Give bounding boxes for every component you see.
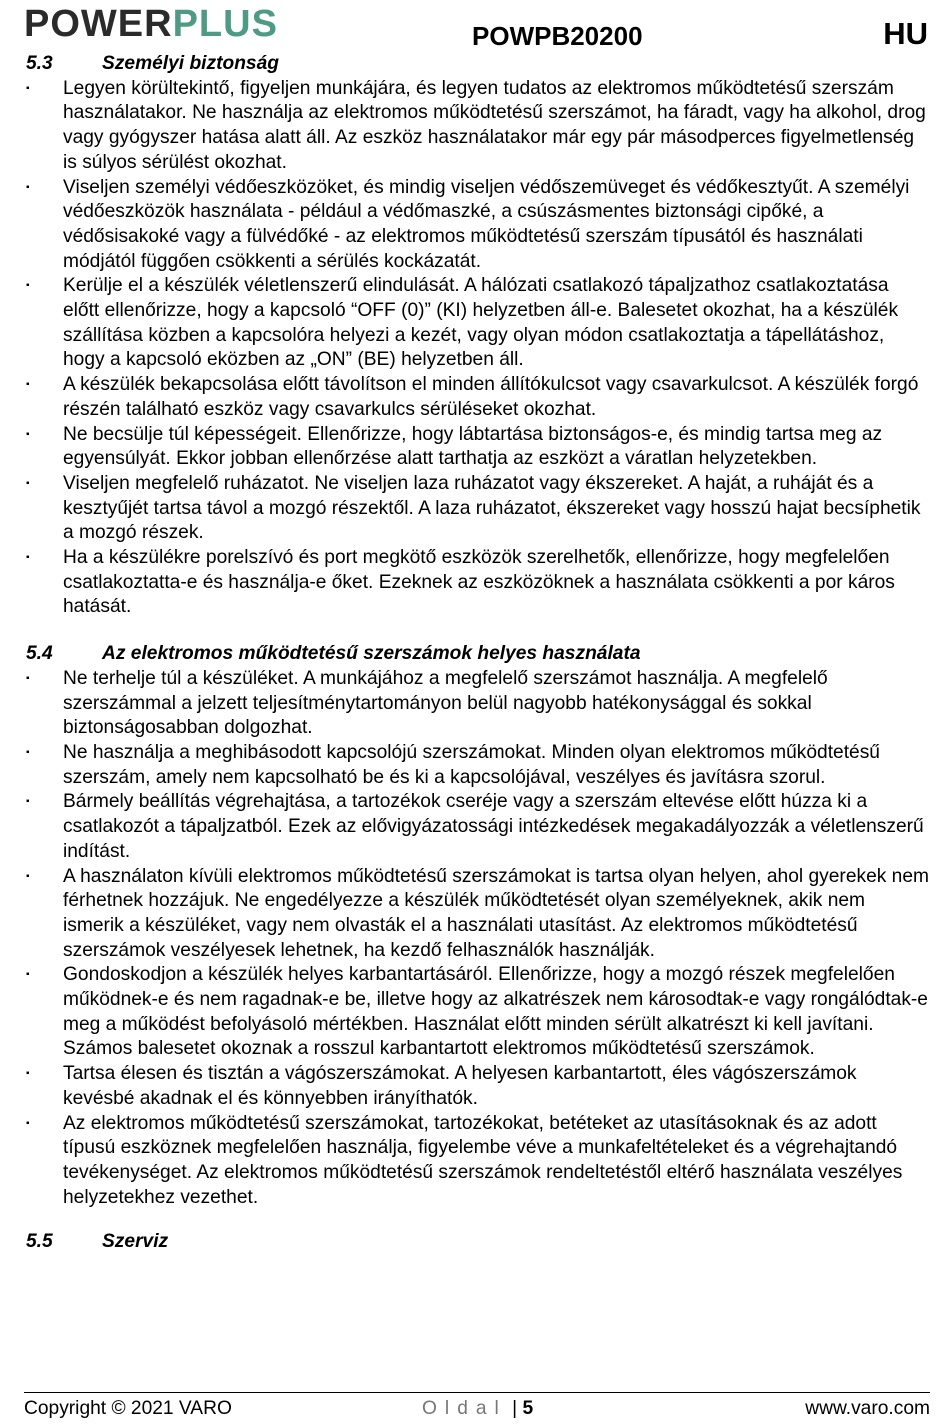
list-item bbox=[26, 741, 930, 790]
section-title: Az elektromos működtetésű szerszámok helyes használata bbox=[102, 643, 641, 665]
list-item-text: Az elektromos működtetésű szerszámokat, tartozékokat, betéteket az utasításoknak és az adott típusú eszköznek megfelelően használja, figyelembe véve a munkafeltételeket és a végrehajtandó tevékenységet. Az elektromos működtetésű szerszámok rendeltetéstől eltérő használata veszélyes helyzetekhez vezethet. bbox=[63, 1112, 903, 1208]
list-item bbox=[26, 373, 930, 422]
powerplus-logo bbox=[24, 2, 278, 46]
bullet-icon: ▪ bbox=[26, 280, 30, 292]
list-item bbox=[26, 963, 930, 1062]
list-item bbox=[26, 176, 930, 275]
list-item bbox=[26, 1062, 930, 1111]
section-spacer bbox=[26, 1210, 930, 1230]
section-5-3-list bbox=[26, 77, 930, 620]
copyright-text: Copyright © 2021 VARO bbox=[24, 1398, 232, 1419]
page-separator: | bbox=[512, 1398, 518, 1419]
bullet-icon: ▪ bbox=[26, 477, 30, 489]
bullet-icon: ▪ bbox=[26, 969, 30, 981]
website-link[interactable]: www.varo.com bbox=[805, 1398, 930, 1419]
section-title: Szerviz bbox=[102, 1231, 169, 1253]
bullet-icon: ▪ bbox=[26, 1068, 30, 1080]
list-item bbox=[26, 790, 930, 864]
list-item-text: Ne használja a meghibásodott kapcsolójú szerszámokat. Minden olyan elektromos működtetésű szerszám, amely nem kapcsolható be és ki a kapcsolójával, veszélyes és javításra szorul. bbox=[63, 741, 880, 788]
page-label: Oldal bbox=[422, 1398, 507, 1419]
section-5-4-list bbox=[26, 667, 930, 1210]
list-item-text: Ha a készülékre porelszívó és port megkötő eszközök szerelhetők, ellenőrizze, hogy megfelelően csatlakoztatta-e és használja-e őket. Ezeknek az eszközöknek a használata csökkenti a por káros hatását. bbox=[63, 547, 895, 618]
list-item bbox=[26, 667, 930, 741]
bullet-icon: ▪ bbox=[26, 870, 30, 882]
list-item-text: Viseljen személyi védőeszközöket, és mindig viseljen védőszemüveget és védőkesztyűt. A személyi védőeszközök használata - például a védőmaszké, a csúszásmentes biztonsági cipőké, a védősisakoké vagy a fülvédőké - az elektromos működtetésű szerszám típusától és használati módjától függően csökkenti a sérülés kockázatát. bbox=[63, 176, 910, 272]
page-footer bbox=[24, 1396, 930, 1424]
bullet-icon: ▪ bbox=[26, 746, 30, 758]
logo-power-text: POWER bbox=[24, 3, 173, 45]
section-heading-5-4 bbox=[26, 642, 930, 667]
list-item bbox=[26, 472, 930, 546]
section-number: 5.3 bbox=[26, 53, 53, 74]
page-header bbox=[0, 0, 950, 56]
bullet-icon: ▪ bbox=[26, 428, 30, 440]
model-number: POWPB20200 bbox=[472, 21, 643, 51]
bullet-icon: ▪ bbox=[26, 82, 30, 94]
list-item-text: Bármely beállítás végrehajtása, a tartozékok cseréje vagy a szerszám eltevése előtt húzza ki a csatlakozót a tápaljzatból. Ezek az elővigyázatossági intézkedések megakadályozzák a véletlenszerű indítást. bbox=[63, 791, 924, 862]
language-code: HU bbox=[883, 16, 928, 51]
section-number: 5.4 bbox=[26, 643, 53, 665]
list-item bbox=[26, 274, 930, 373]
list-item-text: Legyen körültekintő, figyeljen munkájára, és legyen tudatos az elektromos működtetésű szerszám használatakor. Ne használja az elektromos működtetésű szerszámot, ha fáradt, vagy ha alkohol, drog vagy gyógyszer hatása alatt áll. Az eszköz használatakor már egy pár másodperces figyelmetlenség is súlyos sérülést okozhat. bbox=[63, 77, 926, 173]
footer-divider bbox=[24, 1392, 930, 1393]
list-item-text: Gondoskodjon a készülék helyes karbantartásáról. Ellenőrizze, hogy a mozgó részek megfelelően működnek-e és nem ragadnak-e be, illetve hogy az alkatrészek nem károsodtak-e vagy rongálódtak-e meg a működést befolyásoló mértékben. Használat előtt minden sérült alkatrészt ki kell javítani. Számos balesetet okoznak a rosszul karbantartott elektromos működtetésű szerszámok. bbox=[63, 964, 928, 1060]
logo-plus-text: PLUS bbox=[172, 3, 278, 45]
list-item bbox=[26, 77, 930, 176]
list-item-text: A használaton kívüli elektromos működtetésű szerszámokat is tartsa olyan helyen, ahol gyerekek nem férhetnek hozzájuk. Ne engedélyezze a készülék működtetését olyan személyeknek, akik nem ismerik a készüléket, vagy nem olvasták el a használati utasítást. Az elektromos működtetésű szerszámok veszélyesek lehetnek, ha kezdő felhasználók használják. bbox=[63, 865, 930, 961]
list-item-text: A készülék bekapcsolása előtt távolítson el minden állítókulcsot vagy csavarkulcsot. A készülék forgó részén található eszköz vagy csavarkulcs sérüléseket okozhat. bbox=[63, 374, 919, 420]
list-item bbox=[26, 865, 930, 964]
bullet-icon: ▪ bbox=[26, 1117, 30, 1129]
list-item-text: Ne terhelje túl a készüléket. A munkájához a megfelelő szerszámot használja. A megfelelő szerszámmal a jelzett teljesítménytartományon belül nagyobb hatékonysággal és sokkal biztonságosabban dolgozhat. bbox=[63, 667, 828, 739]
list-item bbox=[26, 423, 930, 472]
section-title: Személyi biztonság bbox=[102, 53, 279, 74]
bullet-icon: ▪ bbox=[26, 552, 30, 564]
section-spacer bbox=[26, 620, 930, 642]
list-item-text: Kerülje el a készülék véletlenszerű elindulását. A hálózati csatlakozó tápaljzathoz csatlakoztatása előtt ellenőrizze, hogy a kapcsoló “OFF (0)” (KI) helyzetben áll-e. Balesetet okozhat, ha a készülék szállítása közben a kapcsolóra helyezi a kezét, vagy olyan módon csatlakoztatja a tápellátáshoz, hogy a kapcsoló eközben az „ON” (BE) helyzetben áll. bbox=[63, 275, 899, 371]
list-item bbox=[26, 1112, 930, 1211]
section-heading-5-5 bbox=[26, 1230, 930, 1255]
list-item-text: Viseljen megfelelő ruházatot. Ne viseljen laza ruházatot vagy ékszereket. A haját, a ruháját és a kesztyűjét tartsa távol a mozgó részektől. A laza ruházatot, ékszereket vagy hosszú hajat becsíphetik a mozgó részek. bbox=[63, 472, 921, 544]
document-body bbox=[26, 52, 930, 1255]
page-indicator bbox=[422, 1396, 533, 1422]
list-item-text: Tartsa élesen és tisztán a vágószerszámokat. A helyesen karbantartott, éles vágószerszámok kevésbé akadnak el és könnyebben irányíthatók. bbox=[63, 1063, 857, 1109]
bullet-icon: ▪ bbox=[26, 181, 30, 193]
bullet-icon: ▪ bbox=[26, 379, 30, 391]
bullet-icon: ▪ bbox=[26, 796, 30, 808]
section-heading-5-3 bbox=[26, 52, 930, 77]
page-number: 5 bbox=[522, 1398, 534, 1419]
bullet-icon: ▪ bbox=[26, 672, 30, 684]
list-item bbox=[26, 546, 930, 620]
section-number: 5.5 bbox=[26, 1231, 53, 1253]
list-item-text: Ne becsülje túl képességeit. Ellenőrizze, hogy lábtartása biztonságos-e, és mindig tartsa meg az egyensúlyát. Ekkor jobban ellenőrzése alatt tarthatja az eszközt a váratlan helyzetekben. bbox=[63, 423, 883, 470]
